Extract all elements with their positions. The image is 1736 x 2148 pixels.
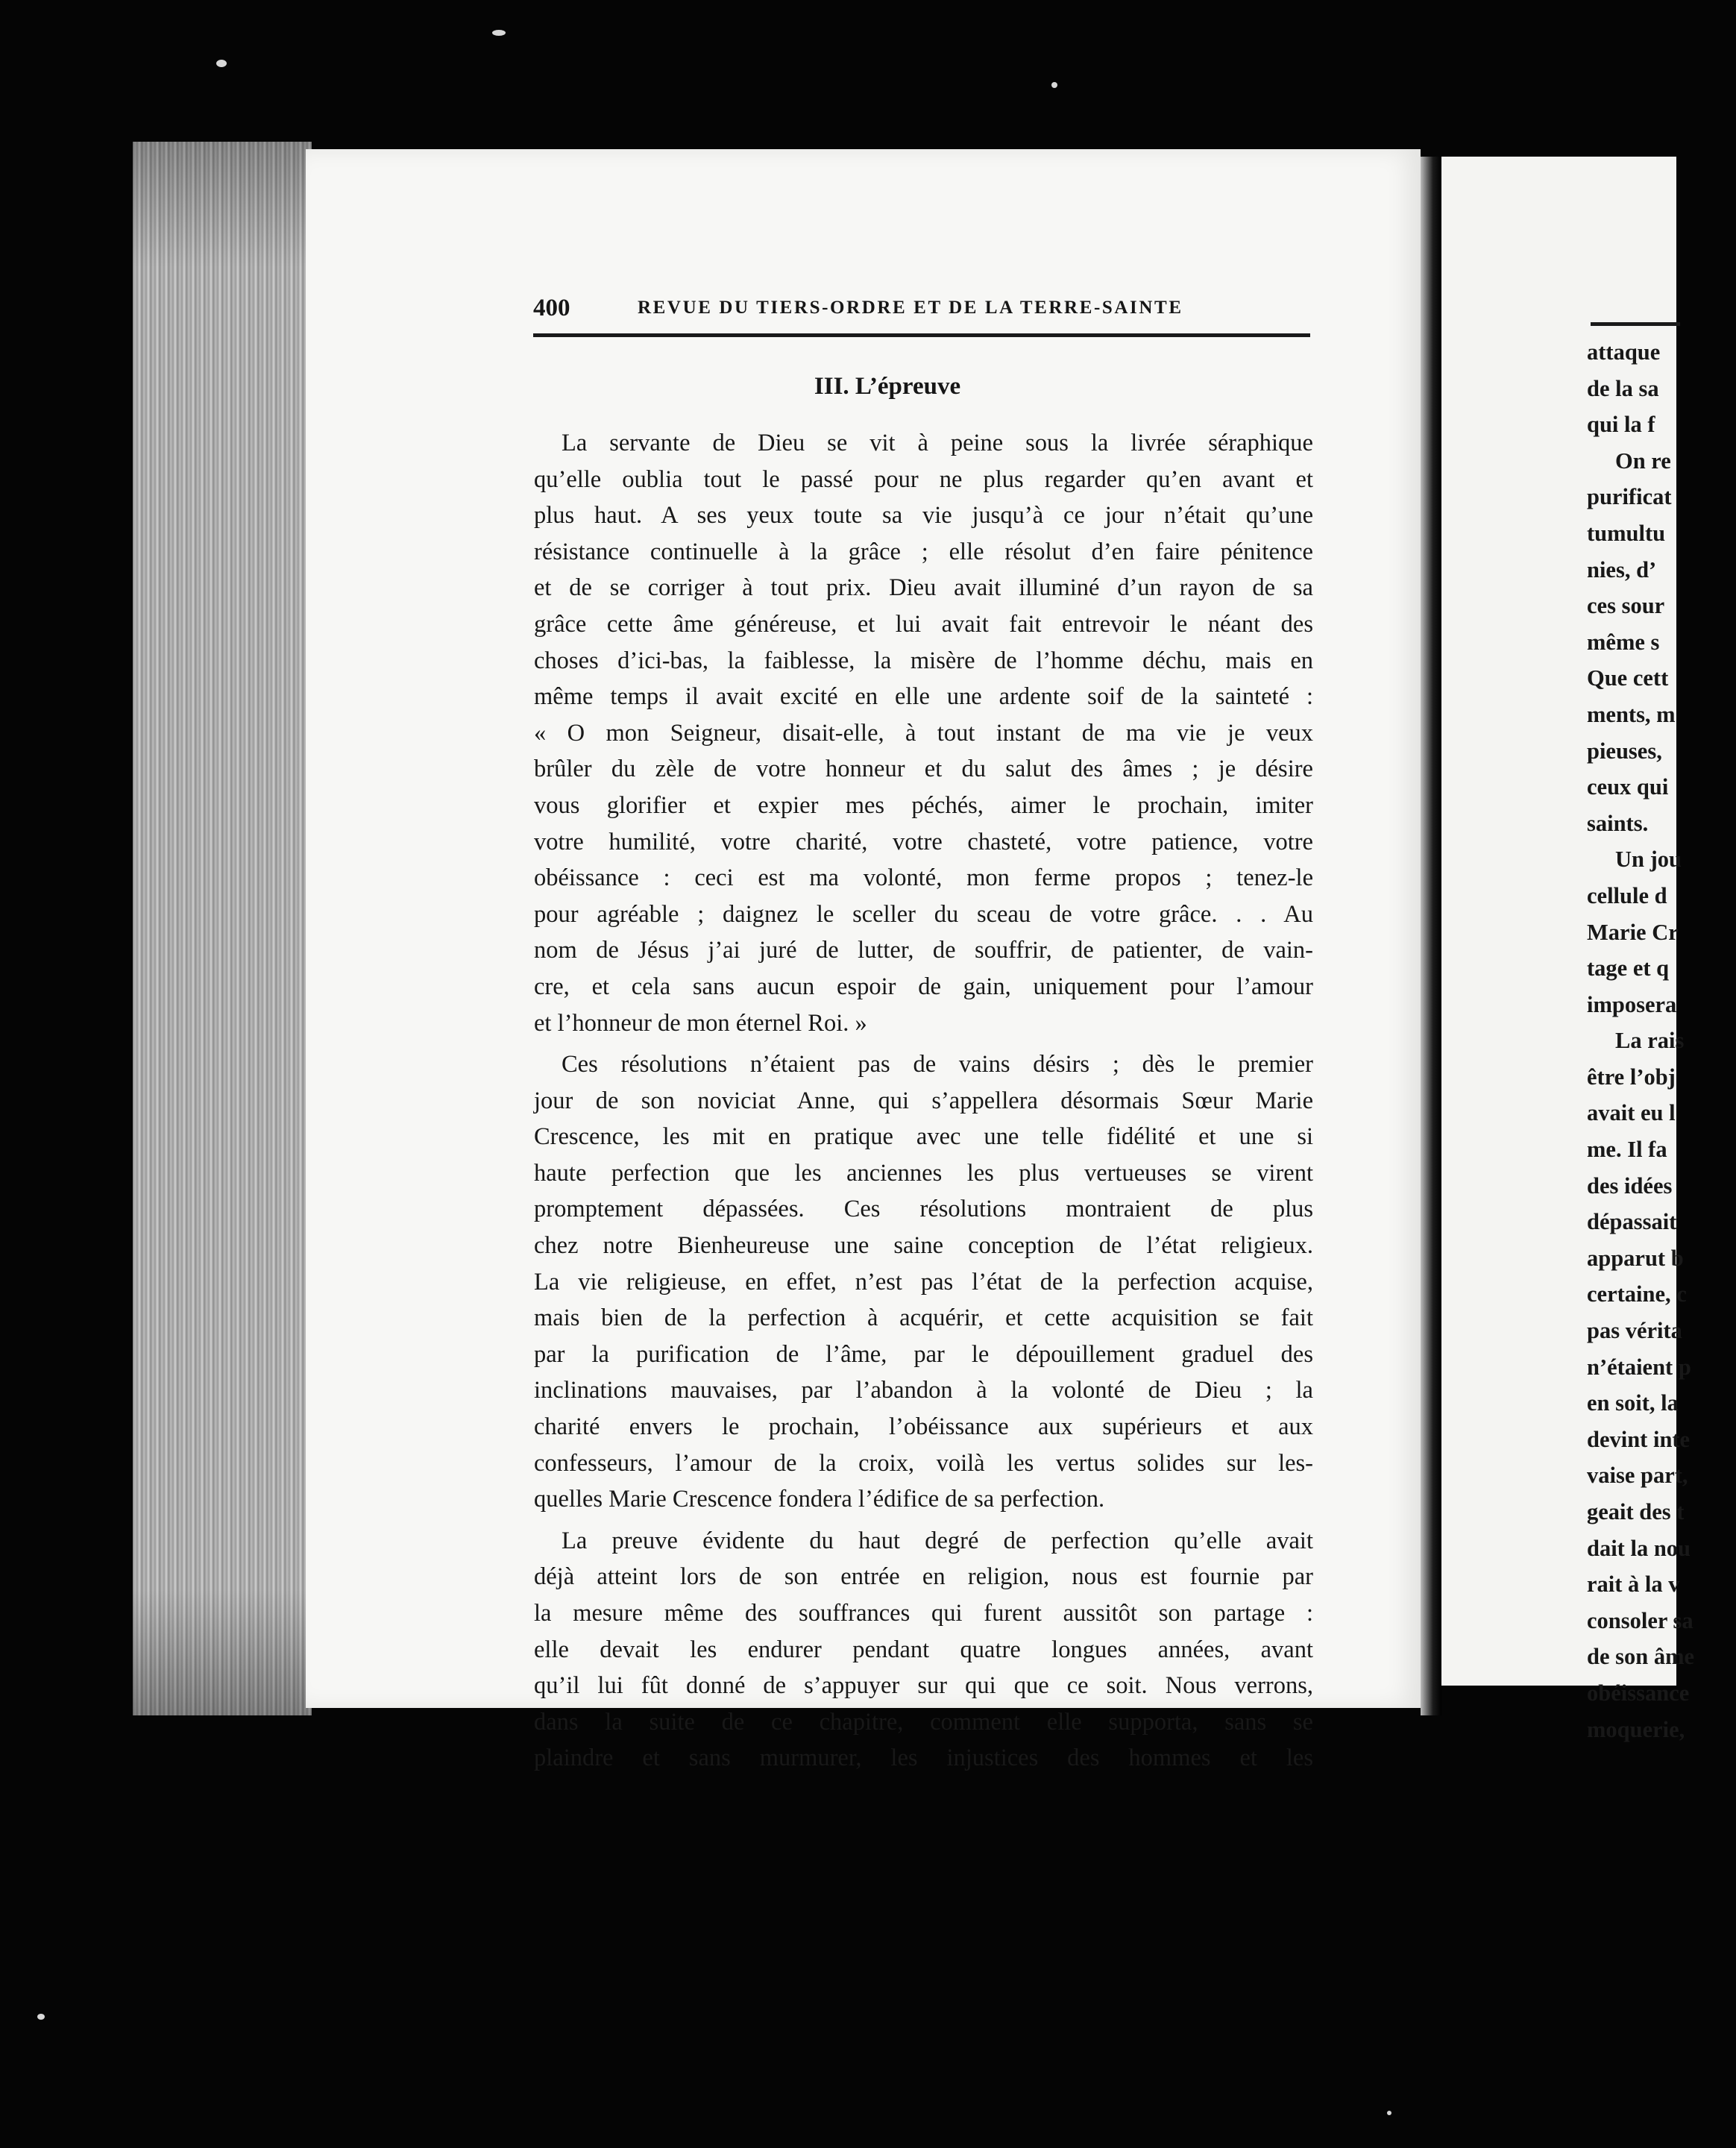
text-line: qu’il lui fût donné de s’appuyer sur qui que ce soit. Nous verrons, <box>534 1672 1313 1700</box>
text-line: choses d’ici-bas, la faiblesse, la misère de l’homme déchu, mais en <box>534 647 1313 674</box>
text-line: grâce cette âme généreuse, et lui avait fait entrevoir le néant des <box>534 610 1313 638</box>
right-text-line: purificat <box>1587 484 1672 510</box>
paragraph-gap <box>534 1518 1313 1523</box>
right-text-line: devint inte <box>1587 1426 1691 1452</box>
right-text-line: tage et q <box>1587 955 1670 982</box>
right-text-line: On re <box>1615 448 1671 474</box>
text-line: « O mon Seigneur, disait-elle, à tout instant de ma vie je veux <box>534 719 1313 747</box>
paragraph-gap <box>534 1041 1313 1046</box>
right-text-line: des idées <box>1587 1172 1673 1199</box>
text-line: déjà atteint lors de son entrée en religion, nous est fournie par <box>534 1563 1313 1591</box>
right-text-line: ces sour <box>1587 593 1665 619</box>
text-line: résistance continuelle à la grâce ; elle résolut d’en faire pénitence <box>534 538 1313 565</box>
text-line: nom de Jésus j’ai juré de lutter, de souffrir, de patienter, de vain- <box>534 937 1313 964</box>
right-text-line: ceux qui <box>1587 774 1669 800</box>
text-line: Ces résolutions n’étaient pas de vains désirs ; dès le premier <box>562 1051 1313 1078</box>
right-text-line: rait à la v <box>1587 1571 1680 1598</box>
right-text-line: cellule d <box>1587 882 1667 908</box>
text-line: La servante de Dieu se vit à peine sous la livrée séraphique <box>562 430 1313 456</box>
right-text-line: apparut b <box>1587 1245 1684 1271</box>
right-text-line: certaine, c <box>1587 1281 1687 1307</box>
text-line: mais bien de la perfection à acquérir, et cette acquisition se fait <box>534 1304 1313 1332</box>
right-text-line: Que cett <box>1587 665 1669 691</box>
text-line: brûler du zèle de votre honneur et du salut des âmes ; je désire <box>534 756 1313 783</box>
text-line: plaindre et sans murmurer, les injustices des hommes et les <box>534 1745 1313 1772</box>
text-line: par la purification de l’âme, par le dépouillement graduel des <box>534 1340 1313 1368</box>
right-text-line: obéissance <box>1587 1680 1690 1706</box>
section-title: III. L’épreuve <box>814 373 961 400</box>
text-line: pour agréable ; daignez le sceller du sceau de votre grâce. . . Au <box>534 900 1313 928</box>
film-speck <box>1387 2111 1391 2115</box>
right-text-line: pas vérita <box>1587 1318 1682 1344</box>
right-text-line: dait la nou <box>1587 1535 1691 1561</box>
right-text-line: attaque <box>1587 339 1661 365</box>
text-line: elle devait les endurer pendant quatre longues années, avant <box>534 1636 1313 1663</box>
text-line: la mesure même des souffrances qui furent aussitôt son partage : <box>534 1600 1313 1627</box>
film-speck <box>216 60 227 67</box>
right-text-line: Marie Cr <box>1587 919 1679 945</box>
right-text-line: de la sa <box>1587 375 1659 401</box>
text-line: et l’honneur de mon éternel Roi. » <box>534 1009 867 1037</box>
header-rule <box>533 333 1310 337</box>
right-text-line: consoler sa <box>1587 1607 1693 1633</box>
right-text-line: ments, m <box>1587 701 1676 727</box>
book-spine <box>1421 157 1441 1715</box>
right-text-line: avait eu l <box>1587 1100 1676 1126</box>
book-page-edges <box>133 142 312 1715</box>
right-text-line: pieuses, <box>1587 738 1662 764</box>
right-text-line: de son âme <box>1587 1644 1695 1670</box>
text-line: votre humilité, votre charité, votre chasteté, votre patience, votre <box>534 828 1313 855</box>
right-text-line: qui la f <box>1587 412 1655 438</box>
running-title: REVUE DU TIERS-ORDRE ET DE LA TERRE-SAINTE <box>638 298 1183 318</box>
right-text-line: La rais <box>1615 1028 1685 1054</box>
text-line: charité envers le prochain, l’obéissance aux supérieurs et aux <box>534 1413 1313 1441</box>
text-line: Crescence, les mit en pratique avec une telle fidélité et une si <box>534 1123 1313 1151</box>
film-speck <box>37 2014 45 2020</box>
text-line: qu’elle oublia tout le passé pour ne plus regarder qu’en avant et <box>534 465 1313 493</box>
text-line: et de se corriger à tout prix. Dieu avait illuminé d’un rayon de sa <box>534 574 1313 602</box>
text-line: promptement dépassées. Ces résolutions montraient de plus <box>534 1196 1313 1223</box>
right-text-line: en soit, la <box>1587 1390 1679 1416</box>
running-header <box>533 295 1309 333</box>
right-header-rule <box>1591 322 1680 326</box>
right-text-line: être l’obj <box>1587 1064 1676 1090</box>
text-line: vous glorifier et expier mes péchés, aimer le prochain, imiter <box>534 791 1313 819</box>
text-line: jour de son noviciat Anne, qui s’appellera désormais Sœur Marie <box>534 1087 1313 1114</box>
right-text-line: imposera <box>1587 991 1677 1017</box>
body-text <box>534 425 1313 1777</box>
text-line: La preuve évidente du haut degré de perfection qu’elle avait <box>562 1527 1313 1554</box>
text-line: plus haut. A ses yeux toute sa vie jusqu’à ce jour n’était qu’une <box>534 502 1313 530</box>
text-line: cre, et cela sans aucun espoir de gain, uniquement pour l’amour <box>534 973 1313 1000</box>
film-speck <box>1051 82 1057 88</box>
right-text-line: Un jou <box>1615 847 1682 873</box>
text-line: La vie religieuse, en effet, n’est pas l’état de la perfection acquise, <box>534 1268 1313 1296</box>
right-text-line: vaise part, <box>1587 1463 1688 1489</box>
film-speck <box>492 30 506 36</box>
right-text-line: tumultu <box>1587 520 1666 546</box>
text-line: dans la suite de ce chapitre, comment elle supporta, sans se <box>534 1708 1313 1736</box>
text-line: chez notre Bienheureuse une saine conception de l’état religieux. <box>534 1232 1313 1260</box>
right-text-line: me. Il fa <box>1587 1137 1667 1163</box>
right-text-line: n’étaient p <box>1587 1354 1691 1380</box>
right-page-text <box>1587 334 1736 1747</box>
text-line: même temps il avait excité en elle une ardente soif de la sainteté : <box>534 683 1313 711</box>
right-text-line: même s <box>1587 629 1660 655</box>
right-text-line: moquerie, <box>1587 1716 1685 1742</box>
right-text-line: saints. <box>1587 810 1649 836</box>
text-line: quelles Marie Crescence fondera l’édifice de sa perfection. <box>534 1486 1105 1513</box>
right-text-line: nies, d’ <box>1587 556 1657 582</box>
text-line: confesseurs, l’amour de la croix, voilà les vertus solides sur les- <box>534 1449 1313 1477</box>
text-line: haute perfection que les anciennes les plus vertueuses se virent <box>534 1159 1313 1187</box>
right-text-line: geait des t <box>1587 1499 1685 1524</box>
right-text-line: dépassait <box>1587 1209 1677 1235</box>
page-number: 400 <box>533 295 570 321</box>
text-line: obéissance : ceci est ma volonté, mon ferme propos ; tenez-le <box>534 864 1313 892</box>
text-line: inclinations mauvaises, par l’abandon à la volonté de Dieu ; la <box>534 1377 1313 1404</box>
